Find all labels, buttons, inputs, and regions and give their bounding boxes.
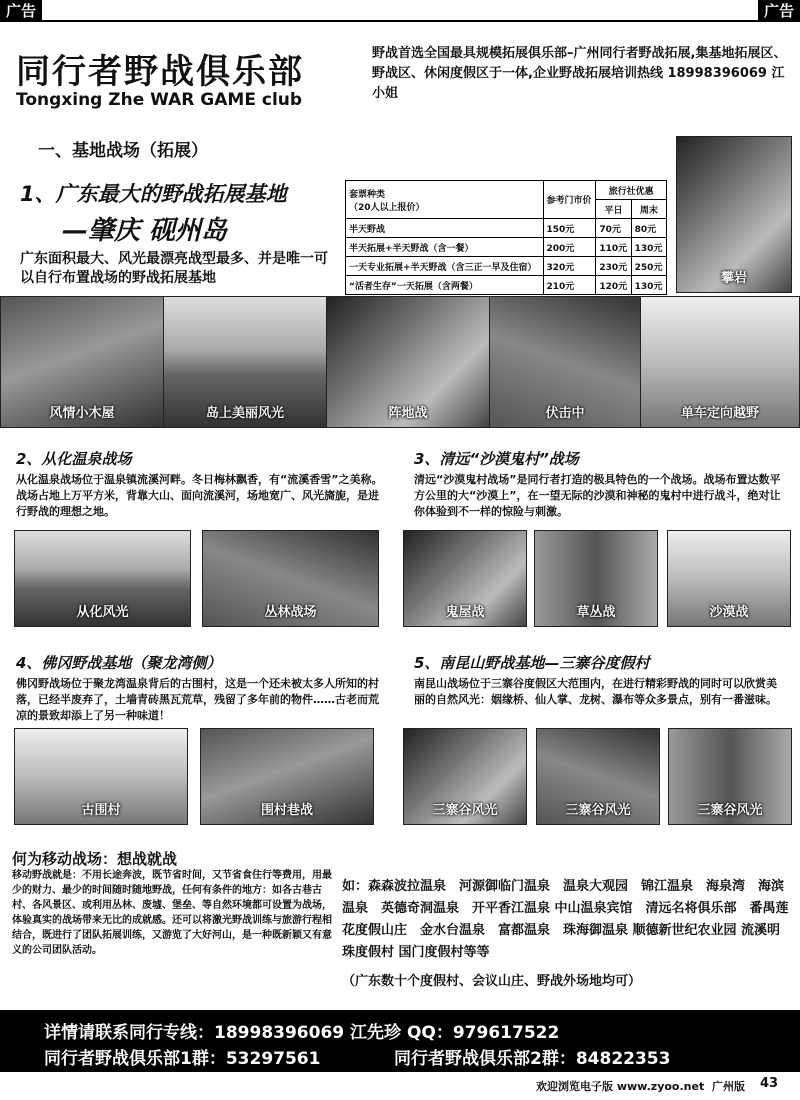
brand-name-cn: 同行者野战俱乐部 [16,52,304,92]
photo-alley-war: 围村巷战 [200,728,374,825]
photo-island: 岛上美丽风光 [163,296,327,428]
section1-title: 一、基地战场（拓展） [38,141,208,161]
ad-tag-left: 广告 [0,0,42,22]
top-divider [0,20,800,22]
page-number: 43 [760,1076,779,1091]
section5-title: 5、南昆山野战基地—三寨谷度假村 [414,654,650,672]
section3-desc: 清远“沙漠鬼村战场”是同行者打造的极具特色的一个战场。战场布置达数平方公里的大“沙漠上”，在一望无际的沙漠和神秘的鬼村中进行战斗，绝对让你体验到不一样的惊险与刺激。 [414,473,781,518]
photo-bike: 单车定向越野 [640,296,800,428]
mobile-desc: 移动野战就是：不用长途奔波，既节省时间，又节省食住行等费用，用最少的财力、最少的时间随时随地野战，任何有条件的地方：如各古巷古村、各风景区、或利用丛林、废墟、堡垒、等自然环境都可设置为战场，体验真实的战场带来无比的成就感。还可以将激光野战训练与旅游行程相结合，既进行了团队拓展训练，又游览了大好河山，是一种既新颖又有意义的公司团队活动。 [12,870,332,956]
table-row: 半天拓展+半天野战（含一餐） 200元 110元 130元 [346,238,667,257]
brand-name-en: Tongxing Zhe WAR GAME club [16,90,303,110]
section1-desc: 广东面积最大、风光最漂亮战型最多、并是唯一可以自行布置战场的野战拓展基地 [20,251,328,286]
photo-ambush: 伏击中 [489,296,641,428]
photo-sanzhaigu-3: 三寨谷风光 [668,728,792,825]
photo-desert: 沙漠战 [667,530,791,627]
intro-text: 野战首选全国最具规模拓展俱乐部–广州同行者野战拓展,集基地拓展区、野战区、休闲度假区于一体,企业野战拓展培训热线 18998396069 江小姐 [372,46,787,101]
section5-desc: 南昆山战场位于三寨谷度假区大范围内，在进行精彩野战的同时可以欣赏美丽的自然风光：姻缘桥、仙人掌、龙树、瀑布等众多景点，别有一番滋味。 [414,677,777,706]
section4-desc: 佛冈野战场位于聚龙湾温泉背后的古围村，这是一个还未被太多人所知的村落，已经半废弃了，土墙青砖黑瓦荒草，残留了多年前的物件……古老而荒凉的景致却添上了另一种味道！ [16,677,379,722]
photo-cabin: 风情小木屋 [0,296,164,428]
footer-text: 欢迎浏览电子版 www.zyoo.net [536,1080,705,1093]
mobile-title: 何为移动战场：想战就战 [12,850,178,868]
photo-position-war: 阵地战 [326,296,490,428]
climb-photo: 攀岩 [676,136,792,293]
price-head-agency: 旅行社优惠 [596,181,667,200]
section4-title: 4、佛冈野战基地（聚龙湾侧） [16,654,222,672]
photo-grass: 草丛战 [534,530,658,627]
price-head-package: 套票种类 （20人以上报价） [346,181,544,219]
ad-tag-right: 广告 [758,0,800,22]
photo-old-village: 古围村 [14,728,188,825]
section2-desc: 从化温泉战场位于温泉镇流溪河畔。冬日梅林飘香，有“流溪香雪”之美称。战场占地上万平方米，背靠大山、面向流溪河，场地宽广、风光旖旎，是进行野战的理想之地。 [16,473,383,518]
price-table [345,180,667,295]
table-row: “活者生存”一天拓展（含两餐） 210元 120元 130元 [346,276,667,295]
contact-bar [0,1010,800,1072]
section1-headline2: —肇庆 砚州岛 [62,216,228,246]
photo-jungle: 丛林战场 [202,530,379,627]
table-row: 半天野战 150元 70元 80元 [346,219,667,238]
price-head-weekday: 平日 [596,200,631,219]
section1-headline1: 1、广东最大的野战拓展基地 [20,182,287,206]
photo-conghua: 从化风光 [14,530,191,627]
section2-title: 2、从化温泉战场 [16,450,132,468]
section3-title: 3、清远“沙漠鬼村”战场 [414,450,579,468]
contact-line1: 详情请联系同行专线：18998396069 江先珍 QQ：979617522 [44,1023,560,1043]
contact-group2: 同行者野战俱乐部2群：84822353 [394,1049,671,1069]
mobile-examples: 如：森森波拉温泉 河源御临门温泉 温泉大观园 锦江温泉 海泉湾 海滨温泉 英德奇洞温泉 开平香江温泉 中山温泉宾馆 清远名将俱乐部 番禺莲花度假山庄 金水台温泉 富都温泉 珠海御温泉 顺德新世纪农业园 流溪明珠度假村 国门度假村等等 [342,879,789,960]
photo-sanzhaigu-2: 三寨谷风光 [536,728,660,825]
footer-edition: 广州版 [712,1080,745,1093]
price-head-market: 参考门市价 [543,181,596,219]
mobile-note: （广东数十个度假村、会议山庄、野战外场地均可） [342,974,642,989]
table-row: 一天专业拓展+半天野战（含三正一早及住宿） 320元 230元 250元 [346,257,667,276]
contact-group1: 同行者野战俱乐部1群：53297561 [44,1049,321,1069]
price-head-weekend: 周末 [631,200,666,219]
photo-sanzhaigu-1: 三寨谷风光 [403,728,527,825]
photo-ghost-house: 鬼屋战 [403,530,527,627]
